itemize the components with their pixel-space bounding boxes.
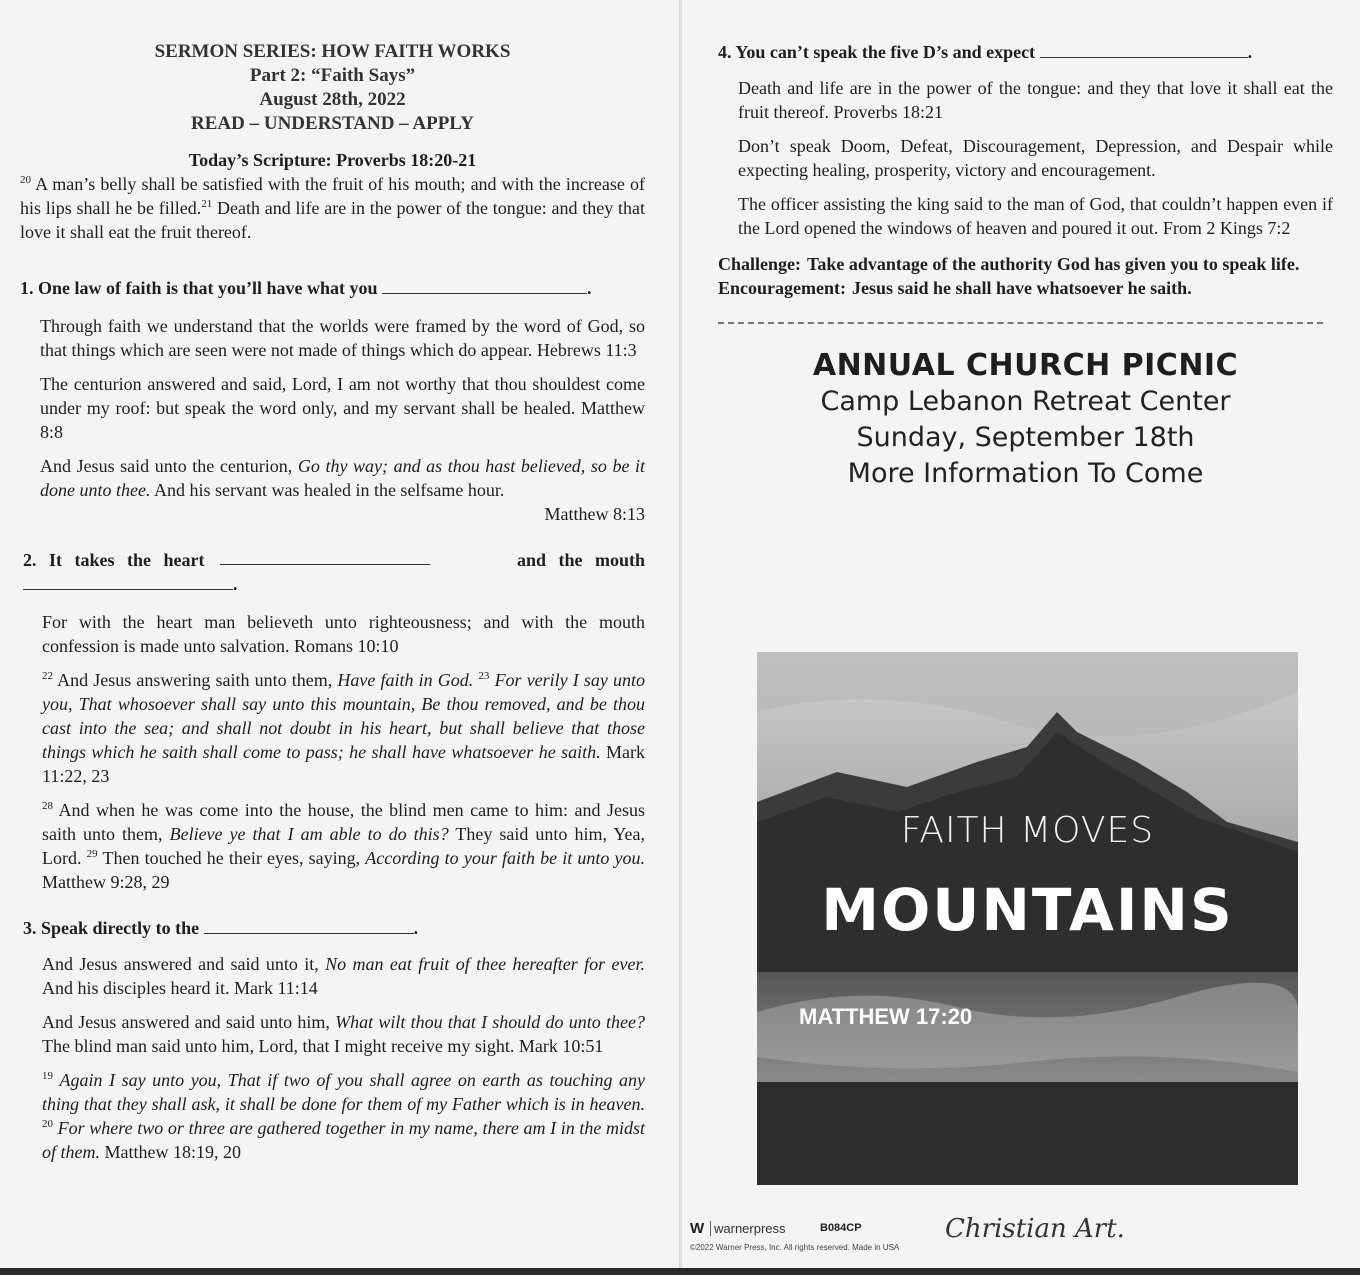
- point-3-label: 3. Speak directly to the: [23, 918, 200, 938]
- point-4-para-3: The officer assisting the king said to the man of God, that couldn’t happen even if the Lord opened the windows of heaven and poured it out. From 2 Kings 7:2: [738, 194, 1333, 238]
- challenge: [718, 252, 1333, 276]
- verse-num: 28: [42, 800, 53, 812]
- verse-text: Death and life are in the power of the tongue: and they that love it shall eat the fruit thereof.: [20, 198, 645, 242]
- reference: Matthew 8:13: [544, 504, 645, 524]
- point-3-heading: [23, 916, 645, 940]
- faith-moves-mountains-image: [757, 652, 1298, 1185]
- italic-text: No man eat fruit of thee hereafter for ever.: [325, 954, 646, 974]
- point-3-para-2: [42, 1010, 645, 1058]
- publisher-footer: [690, 1214, 1290, 1260]
- text: And Jesus answered and said unto him,: [42, 1012, 330, 1032]
- picnic-title: ANNUAL CHURCH PICNIC: [812, 348, 1239, 383]
- point-2-label: 2. It takes the heart: [23, 550, 205, 570]
- point-4-para-2: Don’t speak Doom, Defeat, Discouragement, Depression, and Despair while expecting healing, prosperity, victory and encouragement.: [738, 136, 1333, 180]
- text: Then touched he their eyes, saying,: [102, 848, 361, 868]
- picnic-date: Sunday, September 18th: [856, 422, 1195, 453]
- point-1-heading: [20, 276, 645, 300]
- dashed-divider: [718, 322, 1323, 324]
- text: And Jesus answered and said unto it,: [42, 954, 319, 974]
- encouragement-label: Encouragement:: [718, 278, 846, 298]
- point-3-para-1: [42, 952, 645, 1000]
- scripture-title: Today’s Scripture: Proverbs 18:20-21: [188, 150, 477, 170]
- reference: Matthew 9:28, 29: [42, 872, 170, 892]
- period: .: [413, 918, 419, 938]
- italic-text: What wilt thou that I should do unto thee?: [335, 1012, 645, 1032]
- product-code: B084CP: [820, 1222, 862, 1234]
- point-2-para-3: [42, 798, 645, 894]
- verse-num: 20: [20, 174, 31, 186]
- period: .: [1247, 42, 1253, 62]
- period: .: [587, 278, 592, 298]
- poster-reference: MATTHEW 17:20: [799, 1004, 973, 1029]
- copyright: ©2022 Warner Press, Inc. All rights reserved. Made in USA: [690, 1243, 900, 1252]
- verse-num: 22: [42, 670, 53, 682]
- point-2-heading: [23, 548, 645, 572]
- point-1-para-1: Through faith we understand that the worlds were framed by the word of God, so that things which are seen were not made of things which do appear. Hebrews 11:3: [40, 316, 645, 360]
- scripture-text: [20, 172, 645, 244]
- poster-line-1: FAITH MOVES: [900, 810, 1155, 851]
- sermon-header: [20, 40, 645, 136]
- point-1-para-3: [40, 454, 645, 526]
- encouragement-text: Jesus said he shall have whatsoever he saith.: [851, 278, 1192, 298]
- italic-text: Believe ye that I am able to do this?: [169, 824, 449, 844]
- point-4-label: 4. You can’t speak the five D’s and expect: [718, 42, 1036, 62]
- italic-text: For verily I say unto you, That whosoever shall say unto this mountain, Be thou removed, and be thou cast into the sea; and shall not doubt in his heart, but shall believe that those things which he saith shall come to pass; he shall have whatsoever he saith.: [42, 670, 646, 762]
- verse-num: 21: [201, 198, 213, 210]
- encouragement: [718, 276, 1333, 300]
- point-3-para-3: [42, 1068, 645, 1164]
- point-1-para-2: The centurion answered and said, Lord, I am not worthy that thou shouldest come under my roof: but speak the word only, and my servant shall be healed. Matthew 8:8: [40, 374, 645, 442]
- fill-blank[interactable]: [23, 573, 233, 590]
- picnic-announcement: [718, 348, 1333, 492]
- fill-blank[interactable]: [220, 548, 430, 565]
- point-2-para-1: For with the heart man believeth unto righteousness; and with the mouth confession is made unto salvation. Romans 10:10: [42, 612, 645, 656]
- warner-logo-mark: W: [690, 1220, 705, 1237]
- page-fold: [679, 0, 682, 1275]
- italic-text: For where two or three are gathered together in my name, there am I in the midst of them.: [42, 1118, 646, 1162]
- verse-num: 23: [478, 670, 490, 682]
- text: The blind man said unto him, Lord, that I might receive my sight. Mark 10:51: [42, 1036, 604, 1056]
- right-page: [718, 40, 1333, 492]
- point-4-heading: [718, 40, 1333, 64]
- picnic-location: Camp Lebanon Retreat Center: [820, 386, 1231, 417]
- verse-num: 19: [42, 1070, 53, 1082]
- part-title: Part 2: “Faith Says”: [249, 65, 416, 86]
- text: And Jesus said unto the centurion,: [40, 456, 293, 476]
- point-2-label-end: and the mouth: [516, 550, 645, 570]
- read-understand-apply: READ – UNDERSTAND – APPLY: [191, 113, 474, 134]
- fill-blank[interactable]: [382, 277, 587, 294]
- sermon-date: August 28th, 2022: [259, 89, 406, 110]
- fill-blank[interactable]: [1040, 41, 1248, 58]
- challenge-label: Challenge:: [718, 254, 801, 274]
- left-page: [20, 40, 645, 1164]
- challenge-text: Take advantage of the authority God has given you to speak life.: [807, 254, 1300, 274]
- point-2-heading-line2: [23, 572, 645, 596]
- scan-edge: [0, 1268, 1360, 1275]
- text: And his disciples heard it. Mark 11:14: [42, 978, 318, 998]
- italic-text: Again I say unto you, That if two of you shall agree on earth as touching any thing that they shall ask, it shall be done for them of my Father which is in heaven.: [42, 1070, 645, 1114]
- verse-text: A man’s belly shall be satisfied with the fruit of his mouth; and with the increase of his lips shall he be filled.: [20, 174, 645, 218]
- verse-num: 29: [86, 848, 98, 860]
- christian-art-logo: Christian Art.: [945, 1214, 1125, 1244]
- italic-text: Have faith in God.: [337, 670, 474, 690]
- italic-text: Go thy way; and as thou hast believed, so be it done unto thee.: [40, 456, 646, 500]
- italic-text: According to your faith be it unto you.: [365, 848, 646, 868]
- fill-blank[interactable]: [204, 917, 414, 934]
- picnic-more-info: More Information To Come: [847, 458, 1204, 489]
- text: And when he was come into the house, the blind men came to him: and Jesus saith unto them,: [42, 800, 645, 844]
- point-1-label: 1. One law of faith is that you’ll have what you: [20, 278, 378, 298]
- point-4-para-1: Death and life are in the power of the tongue: and they that love it shall eat the fruit thereof. Proverbs 18:21: [738, 78, 1333, 122]
- text: They said unto him, Yea, Lord.: [42, 824, 645, 868]
- warner-brand: warnerpress: [710, 1221, 786, 1236]
- text: And Jesus answering saith unto them,: [57, 670, 333, 690]
- series-title: SERMON SERIES: HOW FAITH WORKS: [154, 41, 511, 62]
- period: .: [233, 574, 238, 594]
- point-2-para-2: [42, 668, 645, 788]
- reference: Mark 11:22, 23: [42, 742, 646, 786]
- text: And his servant was healed in the selfsame hour.: [154, 480, 505, 500]
- verse-num: 20: [42, 1118, 53, 1130]
- reference: Matthew 18:19, 20: [104, 1142, 241, 1162]
- poster-line-2: MOUNTAINS: [821, 876, 1234, 944]
